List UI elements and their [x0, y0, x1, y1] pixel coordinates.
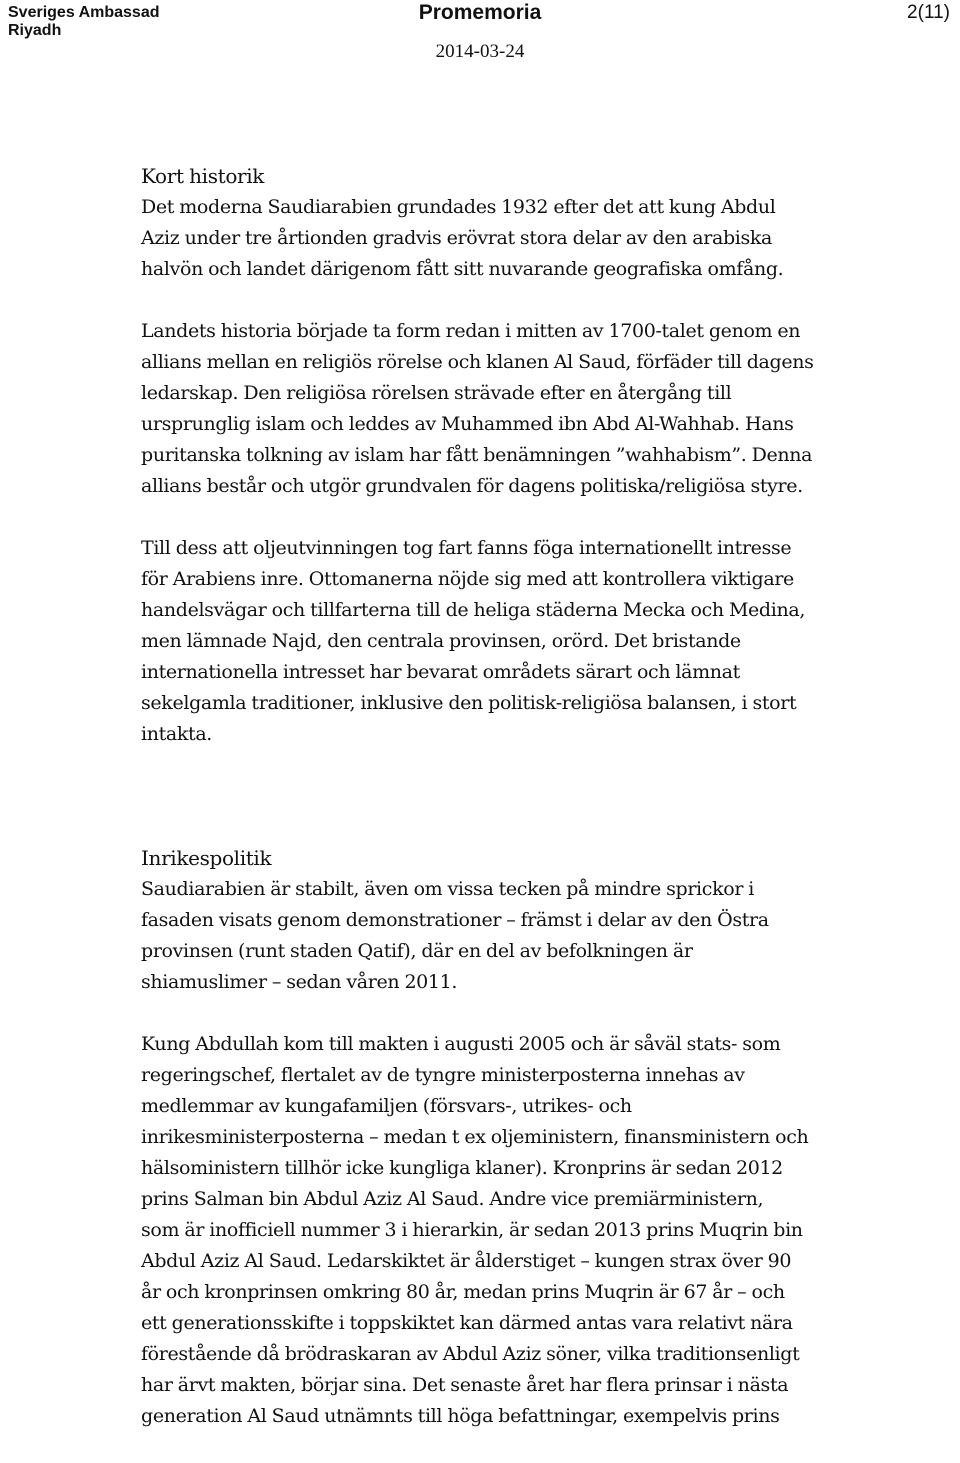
text-line: intakta.	[141, 723, 212, 745]
section-heading: Inrikespolitik	[141, 846, 272, 870]
text-line: har ärvt makten, börjar sina. Det senaste året har flera prinsar i nästa	[141, 1374, 789, 1396]
section-kort-historik	[141, 161, 853, 750]
document-body	[141, 161, 853, 1463]
text-line: generation Al Saud utnämnts till höga befattningar, exempelvis prins	[141, 1405, 780, 1427]
text-line: ursprunglig islam och leddes av Muhammed ibn Abd Al-Wahhab. Hans	[141, 413, 794, 435]
text-line: förestående då brödraskaran av Abdul Aziz söner, vilka traditionsenligt	[141, 1343, 800, 1365]
text-line: Abdul Aziz Al Saud. Ledarskiktet är ålderstiget – kungen strax över 90	[141, 1250, 792, 1272]
section-spacer	[141, 781, 853, 843]
document-date: 2014-03-24	[435, 41, 525, 62]
text-line: internationella intresset har bevarat områdets särart och lämnat	[141, 661, 740, 683]
text-line: hälsoministern tillhör icke kungliga klaner). Kronprins är sedan 2012	[141, 1157, 783, 1179]
text-line: men lämnade Najd, den centrala provinsen, orörd. Det bristande	[141, 630, 741, 652]
paragraph	[141, 192, 853, 285]
text-line: inrikesministerposterna – medan t ex oljeministern, finansministern och	[141, 1126, 809, 1148]
section-heading: Kort historik	[141, 164, 265, 188]
text-line: allians består och utgör grundvalen för dagens politiska/religiösa styre.	[141, 475, 803, 497]
text-line: ledarskap. Den religiösa rörelsen strävade efter en återgång till	[141, 382, 732, 404]
text-line: medlemmar av kungafamiljen (försvars-, utrikes- och	[141, 1095, 632, 1117]
text-line: Aziz under tre årtionden gradvis erövrat stora delar av den arabiska	[141, 227, 773, 249]
text-line: Landets historia började ta form redan i mitten av 1700-talet genom en	[141, 320, 801, 342]
text-line: Till dess att oljeutvinningen tog fart fanns föga internationellt intresse	[141, 537, 792, 559]
text-line: som är inofficiell nummer 3 i hierarkin, är sedan 2013 prins Muqrin bin	[141, 1219, 803, 1241]
paragraph	[141, 874, 853, 998]
text-line: sekelgamla traditioner, inklusive den politisk-religiösa balansen, i stort	[141, 692, 797, 714]
section-inrikespolitik	[141, 843, 853, 1432]
text-line: puritanska tolkning av islam har fått benämningen ”wahhabism”. Denna	[141, 444, 813, 466]
text-line: ett generationsskifte i toppskiktet kan därmed antas vara relativt nära	[141, 1312, 793, 1334]
header-city: Riyadh	[8, 22, 62, 39]
text-line: shiamuslimer – sedan våren 2011.	[141, 971, 458, 993]
text-line: för Arabiens inre. Ottomanerna nöjde sig med att kontrollera viktigare	[141, 568, 794, 590]
text-line: regeringschef, flertalet av de tyngre ministerposterna innehas av	[141, 1064, 745, 1086]
text-line: handelsvägar och tillfarterna till de heliga städerna Mecka och Medina,	[141, 599, 806, 621]
text-line: Saudiarabien är stabilt, även om vissa tecken på mindre sprickor i	[141, 878, 754, 900]
paragraph	[141, 533, 853, 750]
page-number: 2(11)	[907, 2, 950, 23]
text-line: Kung Abdullah kom till makten i augusti 2005 och är såväl stats- som	[141, 1033, 781, 1055]
text-line: Det moderna Saudiarabien grundades 1932 efter det att kung Abdul	[141, 196, 776, 218]
text-line: år och kronprinsen omkring 80 år, medan prins Muqrin är 67 år – och	[141, 1281, 785, 1303]
text-line: prins Salman bin Abdul Aziz Al Saud. Andre vice premiärministern,	[141, 1188, 764, 1210]
text-line: fasaden visats genom demonstrationer – främst i delar av den Östra	[141, 909, 769, 931]
text-line: provinsen (runt staden Qatif), där en del av befolkningen är	[141, 940, 693, 962]
document-title: Promemoria	[418, 1, 542, 24]
text-line: allians mellan en religiös rörelse och klanen Al Saud, förfäder till dagens	[141, 351, 814, 373]
paragraph	[141, 1029, 853, 1432]
text-line: halvön och landet därigenom fått sitt nuvarande geografiska omfång.	[141, 258, 784, 280]
paragraph	[141, 316, 853, 502]
header-organization: Sveriges Ambassad	[8, 4, 160, 21]
